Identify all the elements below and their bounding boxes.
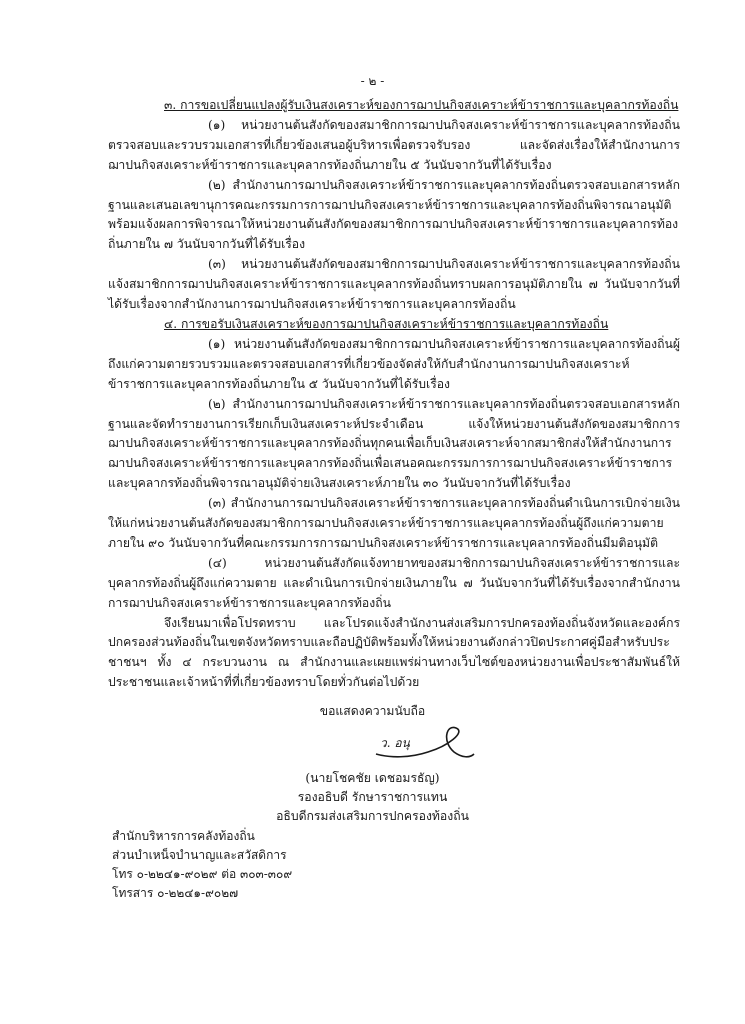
section-4-item-2: (๒) สำนักงานการฌาปนกิจสงเคราะห์ข้าราชการและบุคลากรท้องถิ่นตรวจสอบเอกสารหลักฐานและจัดทำรายงานการเรียกเก็บเงินสงเคราะห์ประจำเดือน แจ้งให้หน่วยงานต้นสังกัดของสมาชิกการฌาปนกิจสงเคราะห์ข้าราชการและบุคลากรท้องถิ่นทุกคนเพื่อเก็บเงินสงเคราะห์จากสมาชิกส่งให้สำนักงานการฌาปนกิจสงเคราะห์ข้าราชการและบุคลากรท้องถิ่นเพื่อเสนอคณะกรรมการการฌาปนกิจสงเคราะห์ข้าราชการและบุคลากรท้องถิ่นพิจารณาอนุมัติจ่ายเงินสงเคราะห์ภายใน ๓๐ วันนับจากวันที่ได้รับเรื่อง: [108, 396, 680, 491]
signature: [370, 724, 480, 766]
signer-name: (นายโชคชัย เดชอมรธัญ): [305, 771, 440, 785]
closing-paragraph: จึงเรียนมาเพื่อโปรดทราบ และโปรดแจ้งสำนักงานส่งเสริมการปกครองท้องถิ่นจังหวัดและองค์กรปกครองส่วนท้องถิ่นในเขตจังหวัดทราบและถือปฏิบัติพร้อมทั้งให้หน่วยงานดังกล่าวปิดประกาศคู่มือสำหรับประชาชนฯ ทั้ง ๔ กระบวนงาน ณ สำนักงานและเผยแพร่ผ่านทางเว็บไซต์ของหน่วยงานเพื่อประชาสัมพันธ์ให้ประชาชนและเจ้าหน้าที่ที่เกี่ยวข้องทราบโดยทั่วกันต่อไปด้วย: [108, 615, 680, 690]
section-4-item-1: (๑) หน่วยงานต้นสังกัดของสมาชิกการฌาปนกิจสงเคราะห์ข้าราชการและบุคลากรท้องถิ่นผู้ถึงแก่ความตายรวบรวมและตรวจสอบเอกสารที่เกี่ยวข้องจัดส่งให้กับสำนักงานการฌาปนกิจสงเคราะห์ข้าราชการและบุคลากรท้องถิ่นภายใน ๕ วันนับจากวันที่ได้รับเรื่อง: [108, 336, 680, 391]
letter-body: [108, 96, 680, 693]
section-4-item-3: (๓) สำนักงานการฌาปนกิจสงเคราะห์ข้าราชการและบุคลากรท้องถิ่นดำเนินการเบิกจ่ายเงินให้แก่หน่วยงานต้นสังกัดของสมาชิกการฌาปนกิจสงเคราะห์ข้าราชการและบุคลากรท้องถิ่นผู้ถึงแก่ความตายภายใน ๙๐ วันนับจากวันที่คณะกรรมการการฌาปนกิจสงเคราะห์ข้าราชการและบุคลากรท้องถิ่นมีมติอนุมัติ: [108, 496, 680, 550]
contact-footer: [112, 827, 292, 903]
closing-regards: ขอแสดงความนับถือ: [319, 704, 426, 718]
section-3-item-1: (๑) หน่วยงานต้นสังกัดของสมาชิกการฌาปนกิจสงเคราะห์ข้าราชการและบุคลากรท้องถิ่น ตรวจสอบและรวบรวมเอกสารที่เกี่ยวข้องเสนอผู้บริหารเพื่อตรวจรับรอง และจัดส่งเรื่องให้สำนักงานการฌาปนกิจสงเคราะห์ข้าราชการและบุคลากรท้องถิ่นภายใน ๕ วันนับจากวันที่ได้รับเรื่อง: [108, 117, 680, 172]
office-name: สำนักบริหารการคลังท้องถิ่น: [112, 829, 255, 843]
section-3-heading: ๓. การขอเปลี่ยนแปลงผู้รับเงินสงเคราะห์ของการฌาปนกิจสงเคราะห์ข้าราชการและบุคลากรท้องถิ่น: [164, 98, 679, 112]
section-4-item-4: (๔) หน่วยงานต้นสังกัดแจ้งทายาทของสมาชิกการฌาปนกิจสงเคราะห์ข้าราชการและบุคลากรท้องถิ่นผู้ถึงแก่ความตาย และดำเนินการเบิกจ่ายเงินภายใน ๗ วันนับจากวันที่ได้รับเรื่องจากสำนักงานการฌาปนกิจสงเคราะห์ข้าราชการและบุคลากรท้องถิ่น: [108, 555, 680, 610]
signer-position-acting: อธิบดีกรมส่งเสริมการปกครองท้องถิ่น: [276, 809, 469, 823]
section-4-heading: ๔. การขอรับเงินสงเคราะห์ของการฌาปนกิจสงเคราะห์ข้าราชการและบุคลากรท้องถิ่น: [164, 316, 609, 331]
section-3-item-3: (๓) หน่วยงานต้นสังกัดของสมาชิกการฌาปนกิจสงเคราะห์ข้าราชการและบุคลากรท้องถิ่นแจ้งสมาชิกการฌาปนกิจสงเคราะห์ข้าราชการและบุคลากรท้องถิ่นทราบผลการอนุมัติภายใน ๗ วันนับจากวันที่ได้รับเรื่องจากสำนักงานการฌาปนกิจสงเคราะห์ข้าราชการและบุคลากรท้องถิ่น: [108, 257, 680, 312]
fax: โทรสาร ๐-๒๒๔๑-๙๐๒๗: [112, 886, 239, 900]
section-3-item-2: (๒) สำนักงานการฌาปนกิจสงเคราะห์ข้าราชการและบุคลากรท้องถิ่นตรวจสอบเอกสารหลักฐานและเสนอเลขานุการคณะกรรมการการฌาปนกิจสงเคราะห์ข้าราชการและบุคลากรท้องถิ่นพิจารณาอนุมัติ พร้อมแจ้งผลการพิจารณาให้หน่วยงานต้นสังกัดของสมาชิกการฌาปนกิจสงเคราะห์ข้าราชการและบุคลากรท้องถิ่นภายใน ๗ วันนับจากวันที่ได้รับเรื่อง: [108, 177, 680, 252]
telephone: โทร ๐-๒๒๔๑-๙๐๒๙ ต่อ ๓๐๓-๓๐๙: [112, 867, 293, 881]
signature-mark: ว. อนุ: [380, 736, 410, 750]
page-number: - ๒ -: [360, 74, 385, 88]
division-name: ส่วนบำเหน็จบำนาญและสวัสดิการ: [112, 848, 287, 862]
signer-position: รองอธิบดี รักษาราชการแทน: [297, 790, 448, 804]
